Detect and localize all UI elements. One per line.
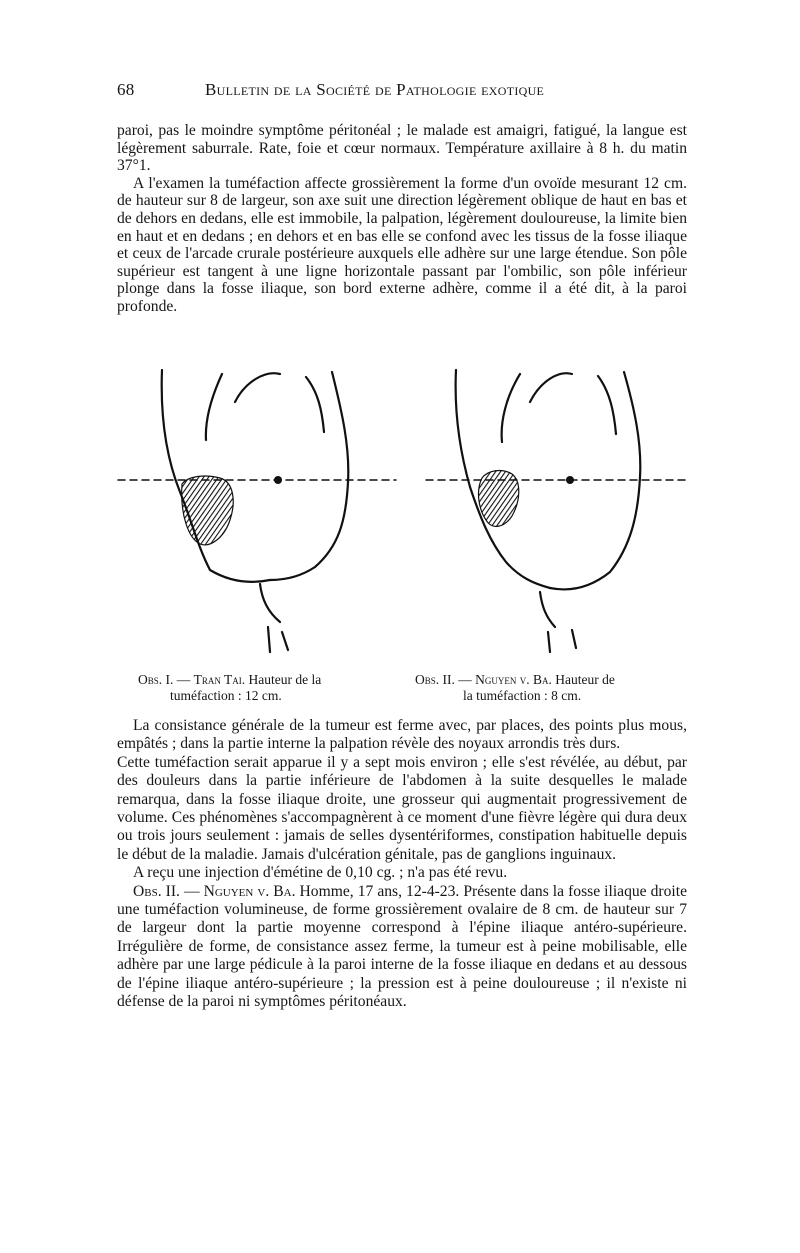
journal-title: Bulletin de la Société de Pathologie exotique bbox=[205, 80, 545, 99]
thigh-line-right bbox=[282, 632, 288, 650]
thigh-line-left bbox=[268, 627, 270, 652]
observation-text: Homme, 17 ans, 12-4-23. Présente dans la fosse iliaque droite une tuméfaction volumineuse, de forme grossièrement ovalaire de 8 cm. de hauteur sur 7 de largeur dont la partie moyenne correspond à l'épine iliaque antéro-supérieure. Irrégulière de forme, de consistance assez ferme, la tumeur est à peine mobilisable, elle adhère par une large pédicule à la paroi interne de la fosse iliaque en dedans et au dessous de l'épine iliaque antéro-supérieure ; la pression est à peine douloureuse ; il n'existe ni défense de la paroi ni symptômes péritonéaux. bbox=[117, 882, 687, 1011]
chest-left-contour bbox=[502, 374, 520, 442]
paragraph: Cette tuméfaction serait apparue il y a sept mois environ ; elle s'est révélée, au début, par des douleurs dans la partie inférieure de l'abdomen à la suite desquelles le malade remarqua, dans la fosse iliaque droite, une grosseur qui augmentait progressivement de volume. Ces phénomènes s'accompagnèrent à ce moment d'une fièvre légère qui dura deux ou trois jours seulement : jamais de selles dysentériformes, constipation habituelle depuis le début de la maladie. Jamais d'ulcération génitale, pas de ganglions inguinaux. bbox=[117, 753, 687, 863]
thigh-line-left bbox=[548, 632, 550, 652]
tumor-obs-1 bbox=[182, 476, 233, 545]
paragraph: A l'examen la tuméfaction affecte grossièrement la forme d'un ovoïde mesurant 12 cm. de hauteur sur 8 de largeur, son axe suit une direction légèrement oblique de haut en bas et de dehors en dedans, elle est immobile, la palpation, légèrement douloureuse, la limite bien en haut et en dedans ; en dehors et en bas elle se confond avec les tissus de la fosse iliaque et ceux de l'arcade crurale postérieure auxquels elle adhère sur une large étendue. Son pôle supérieur est tangent à une ligne horizontale passant par l'ombilic, son pôle inférieur plonge dans la fosse iliaque, son bord externe adhère, comme il a été dit, à la paroi profonde. bbox=[117, 174, 687, 315]
chest-right-contour bbox=[306, 377, 324, 432]
umbilicus bbox=[566, 476, 574, 484]
figure-caption-1: Obs. I. — Tran Tai. Hauteur de la tuméfaction : 12 cm. bbox=[138, 672, 383, 703]
figure-obs-1 bbox=[118, 370, 396, 652]
bottom-text-block bbox=[117, 717, 687, 1012]
paragraph: A reçu une injection d'émétine de 0,10 cg. ; n'a pas été revu. bbox=[133, 864, 508, 882]
chest-center-contour bbox=[530, 373, 572, 402]
caption-obs: Obs. II. bbox=[415, 672, 455, 687]
torso-left-outline bbox=[162, 370, 270, 582]
paragraph: paroi, pas le moindre symptôme péritonéal ; le malade est amaigri, fatigué, la langue est légèrement saburrale. Rate, foie et cœur normaux. Température axillaire à 8 h. du matin 37°1. bbox=[117, 122, 687, 175]
caption-patient-name: Tran Tai. bbox=[193, 672, 246, 687]
chest-right-contour bbox=[598, 376, 616, 434]
figure-pair bbox=[110, 352, 700, 662]
observation-label: Obs. II. bbox=[133, 882, 180, 900]
caption-text: la tuméfaction : 8 cm. bbox=[463, 687, 582, 703]
abdomen-diagrams bbox=[110, 352, 700, 662]
caption-obs: Obs. I. bbox=[138, 672, 174, 687]
groin-line bbox=[540, 592, 555, 627]
observation-paragraph: Obs. II. — Nguyen v. Ba. Homme, 17 ans, 12-4-23. Présente dans la fosse iliaque droite une tuméfaction volumineuse, de forme grossièrement ovalaire de 8 cm. de hauteur sur 7 de largeur dont la partie moyenne correspond à l'épine iliaque antéro-supérieure. Irrégulière de forme, de consistance assez ferme, la tumeur est à peine mobilisable, elle adhère par une large pédicule à la paroi interne de la fosse iliaque en dedans et au dessous de l'épine iliaque antéro-supérieure ; la pression est à peine douloureuse ; il n'existe ni défense de la paroi ni symptômes péritonéaux. bbox=[117, 882, 687, 1011]
tumor-obs-2 bbox=[479, 471, 519, 527]
caption-text: Hauteur de bbox=[555, 672, 615, 687]
figure-caption-2: Obs. II. — Nguyen v. Ba. Hauteur de la tuméfaction : 8 cm. bbox=[415, 672, 685, 703]
chest-left-contour bbox=[206, 374, 222, 440]
page-number: 68 bbox=[117, 80, 135, 99]
top-text-block bbox=[117, 122, 687, 316]
thigh-line-right bbox=[572, 630, 576, 648]
paragraph: La consistance générale de la tumeur est ferme avec, par places, des points plus mous, empâtés ; dans la partie interne la palpation révèle des noyaux arrondis très durs. bbox=[117, 717, 687, 753]
figure-obs-2 bbox=[426, 370, 690, 652]
caption-patient-name: Nguyen v. Ba. bbox=[475, 672, 552, 687]
umbilicus bbox=[274, 476, 282, 484]
caption-text: Hauteur de la bbox=[248, 672, 322, 687]
observation-patient-name: Nguyen v. Ba. bbox=[203, 882, 296, 900]
caption-text: tuméfaction : 12 cm. bbox=[170, 687, 282, 703]
chest-center-contour bbox=[235, 373, 280, 402]
groin-line bbox=[260, 584, 280, 622]
torso-right-outline bbox=[270, 372, 348, 580]
